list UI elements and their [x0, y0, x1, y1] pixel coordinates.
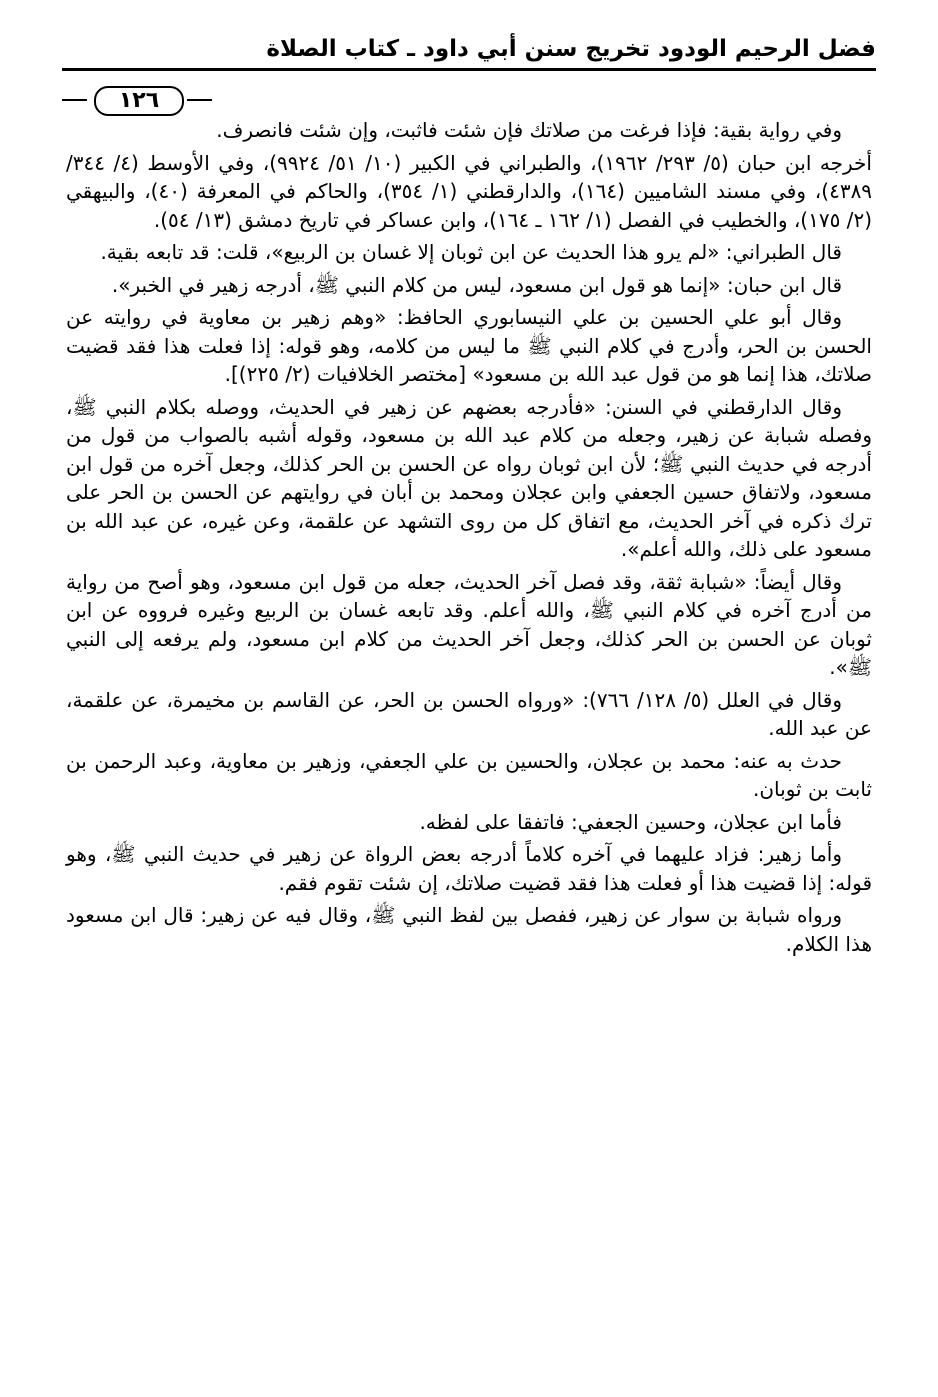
header-divider [62, 68, 876, 71]
page-number: ١٢٦ [94, 86, 184, 116]
paragraph-naysaburi-quote: وقال أبو علي الحسين بن علي النيسابوري الحافظ: «وهم زهير بن معاوية في روايته عن الحسن بن الحر، وأدرج في كلام النبي ﷺ ما ليس من كلامه، وهو قوله: إذا فعلت هذا فقد قضيت صلاتك، هذا إنما هو من قول عبد الله بن مسعود» [مختصر الخلافيات (٢/ ٢٢٥)]. [66, 305, 872, 386]
paragraph-daraqutni-sunan: وقال الدارقطني في السنن: «فأدرجه بعضهم عن زهير في الحديث، ووصله بكلام النبي ﷺ، وفصله شبابة عن زهير، وجعله من كلام عبد الله بن مسعود، وقوله أشبه بالصواب من قول من أدرجه في حديث النبي ﷺ؛ لأن ابن ثوبان رواه عن الحسن بن الحر كذلك، وجعل آخره من قول ابن مسعود، ولاتفاق حسين الجعفي وابن عجلان ومحمد بن أبان في روايتهم عن الحسن بن الحر على ترك ذكره في آخر الحديث، مع اتفاق كل من روى التشهد عن علقمة، وعن غيره، عن عبد الله بن مسعود على ذلك، والله أعلم». [66, 394, 872, 561]
page-number-ornament [62, 86, 212, 114]
page-number-line-left [62, 99, 87, 101]
paragraph-takhrij: أخرجه ابن حبان (٥/ ٢٩٣/ ١٩٦٢)، والطبراني في الكبير (١٠/ ٥١/ ٩٩٢٤)، وفي الأوسط (٤/ ٣٤٤/ ٤٣٨٩)، وفي مسند الشاميين (١٦٤)، والدارقطني (١/ ٣٥٤)، والحاكم في المعرفة (٤٠)، والبيهقي (٢/ ١٧٥)، والخطيب في الفصل (١/ ١٦٢ ـ ١٦٤)، وابن عساكر في تاريخ دمشق (١٣/ ٥٤). [66, 150, 873, 232]
paragraph-shababa: ورواه شبابة بن سوار عن زهير، ففصل بين لفظ النبي ﷺ، وقال فيه عن زهير: قال ابن مسعود هذا الكلام. [66, 903, 872, 956]
paragraph-ibn-ajlan: فأما ابن عجلان، وحسين الجعفي: فاتفقا على لفظه. [419, 809, 842, 834]
paragraph-ibn-hibban-quote: قال ابن حبان: «إنما هو قول ابن مسعود، ليس من كلام النبي ﷺ، أدرجه زهير في الخبر». [111, 272, 842, 297]
paragraph-daraqutni-also: وقال أيضاً: «شبابة ثقة، وقد فصل آخر الحديث، جعله من قول ابن مسعود، وهو أصح من رواية من أدرج آخره في كلام النبي ﷺ، والله أعلم. وقد تابعه غسان بن الربيع وغيره فرووه عن ابن ثوبان عن الحسن بن الحر كذلك، وجعل آخر الحديث من كلام ابن مسعود، ولم يرفعه إلى النبي ﷺ». [66, 569, 872, 679]
paragraph-baqiyya-narration: وفي رواية بقية: فإذا فرغت من صلاتك فإن شئت فاثبت، وإن شئت فانصرف. [216, 118, 842, 142]
body-text [66, 116, 872, 962]
paragraph-ilal-quote: وقال في العلل (٥/ ١٢٨/ ٧٦٦): «ورواه الحسن بن الحر، عن القاسم بن مخيمرة، عن علقمة، عن عبد الله. [66, 687, 872, 740]
page-header [62, 32, 876, 113]
paragraph-narrators: حدث به عنه: محمد بن عجلان، والحسين بن علي الجعفي، وزهير بن معاوية، وعبد الرحمن بن ثابت بن ثوبان. [66, 748, 872, 801]
paragraph-tabarani-quote: قال الطبراني: «لم يرو هذا الحديث عن ابن ثوبان إلا غسان بن الربيع»، قلت: قد تابعه بقية. [100, 240, 842, 264]
running-title: فضل الرحيم الودود تخريج سنن أبي داود ـ كتاب الصلاة [266, 36, 876, 62]
page-number-line-right [187, 99, 212, 101]
paragraph-zuhayr: وأما زهير: فزاد عليهما في آخره كلاماً أدرجه بعض الرواة عن زهير في حديث النبي ﷺ، وهو قوله: إذا قضيت هذا أو فعلت هذا فقد قضيت صلاتك، إن شئت تقوم فقم. [66, 842, 872, 895]
